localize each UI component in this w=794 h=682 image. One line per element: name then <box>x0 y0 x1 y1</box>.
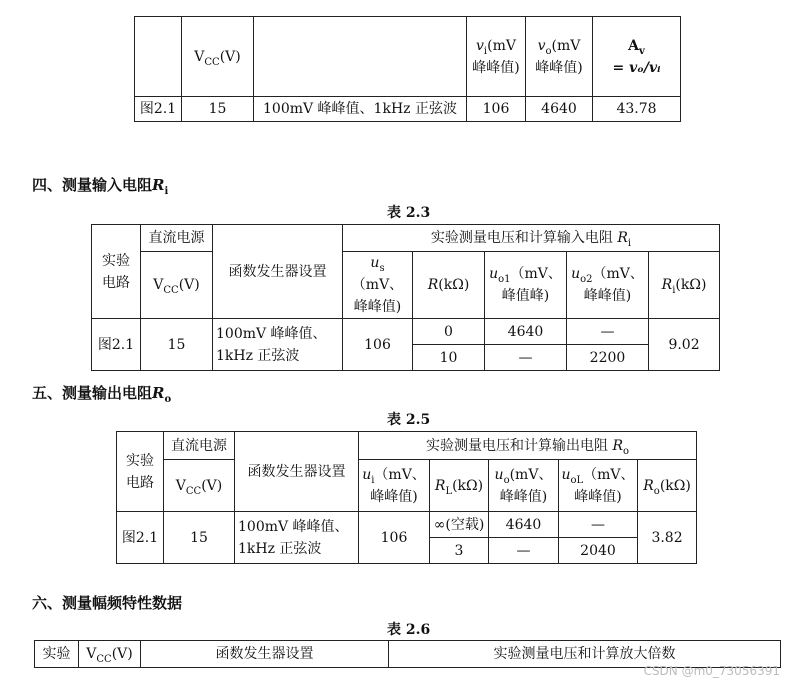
vo-cell: 4640 <box>526 97 593 122</box>
function-generator-header: 函数发生器设置 <box>141 641 389 668</box>
dc-supply-header: 直流电源 <box>141 225 213 252</box>
rl-header: $R_L(k\Omega)$ <box>430 460 489 512</box>
circuit-cell: 图2.1 <box>117 512 164 564</box>
rl-cell: ∞(空载) <box>430 512 489 538</box>
vcc-header: $V_{CC}(V)$ <box>164 460 235 512</box>
us-header: $u_s(mV$、 峰峰值) <box>343 252 413 319</box>
ro-cell: 3.82 <box>638 512 697 564</box>
table-2-3-caption: 表 2.3 <box>387 205 431 221</box>
rl-cell: 3 <box>430 538 489 564</box>
av-header: $A_v$ = vₒ/vᵢ <box>593 17 681 97</box>
uol-cell: 2040 <box>559 538 638 564</box>
blank-header-cell <box>135 17 182 97</box>
uo-header: $u_o(mV$、 峰峰值) <box>489 460 559 512</box>
section-4-heading: 四、测量输入电阻$R_i$ <box>32 176 169 197</box>
table-2-5-caption: 表 2.5 <box>387 412 431 428</box>
uo1-cell: — <box>485 345 567 371</box>
av-cell: 43.78 <box>593 97 681 122</box>
watermark: CSDN @m0_73056391 <box>643 664 780 678</box>
measurement-group-header: 实验测量电压和计算输入电阻 $R_i$ <box>343 225 720 252</box>
vcc-header: $V_{CC}(V)$ <box>141 252 213 319</box>
circuit-header: 实验 电路 <box>92 225 141 319</box>
vi-cell: 106 <box>467 97 526 122</box>
dc-supply-header: 直流电源 <box>164 432 235 460</box>
uo2-header: $u_{o2}(mV$、 峰峰值) <box>567 252 649 319</box>
table-2-6-caption: 表 2.6 <box>387 622 431 638</box>
input-resistance-table <box>91 224 720 371</box>
uo1-cell: 4640 <box>485 319 567 345</box>
ri-cell: 9.02 <box>649 319 720 371</box>
ui-header: $u_i(mV$、 峰峰值) <box>359 460 430 512</box>
vi-header: $v_i(mV$ 峰峰值) <box>467 17 526 97</box>
vcc-cell: 15 <box>141 319 213 371</box>
ui-cell: 106 <box>359 512 430 564</box>
function-generator-header: 函数发生器设置 <box>235 432 359 512</box>
circuit-header: 实验 <box>35 641 79 668</box>
function-generator-cell: 100mV 峰峰值、 1kHz 正弦波 <box>235 512 359 564</box>
measurement-group-header: 实验测量电压和计算输出电阻 $R_o$ <box>359 432 697 460</box>
blank-header-cell <box>254 17 467 97</box>
function-generator-cell: 100mV 峰峰值、 1kHz 正弦波 <box>213 319 343 371</box>
uo2-cell: 2200 <box>567 345 649 371</box>
section-5-heading: 五、测量输出电阻$R_o$ <box>32 384 172 405</box>
ro-header: $R_o(k\Omega)$ <box>638 460 697 512</box>
vcc-cell: 15 <box>182 97 254 122</box>
uo2-cell: — <box>567 319 649 345</box>
uo-cell: 4640 <box>489 512 559 538</box>
source-cell: 100mV 峰峰值、1kHz 正弦波 <box>254 97 467 122</box>
section-6-heading: 六、测量幅频特性数据 <box>32 594 183 612</box>
uo1-header: $u_{o1}(mV$、 峰值峰) <box>485 252 567 319</box>
r-header: R(kΩ) <box>413 252 485 319</box>
uol-header: $u_{oL}(mV$、 峰峰值) <box>559 460 638 512</box>
circuit-cell: 图2.1 <box>92 319 141 371</box>
vcc-header: $V_{CC}(V)$ <box>182 17 254 97</box>
vcc-cell: 15 <box>164 512 235 564</box>
vo-header: $v_o(mV$ 峰峰值) <box>526 17 593 97</box>
gain-table <box>134 16 681 122</box>
us-cell: 106 <box>343 319 413 371</box>
function-generator-header: 函数发生器设置 <box>213 225 343 319</box>
ri-header: $R_i(k\Omega)$ <box>649 252 720 319</box>
vcc-header: $V_{CC}(V)$ <box>79 641 141 668</box>
r-cell: 0 <box>413 319 485 345</box>
circuit-header: 实验 电路 <box>117 432 164 512</box>
circuit-cell: 图2.1 <box>135 97 182 122</box>
measurement-group-header: 实验测量电压和计算放大倍数 <box>389 641 781 668</box>
uol-cell: — <box>559 512 638 538</box>
output-resistance-table <box>116 431 697 564</box>
r-cell: 10 <box>413 345 485 371</box>
uo-cell: — <box>489 538 559 564</box>
